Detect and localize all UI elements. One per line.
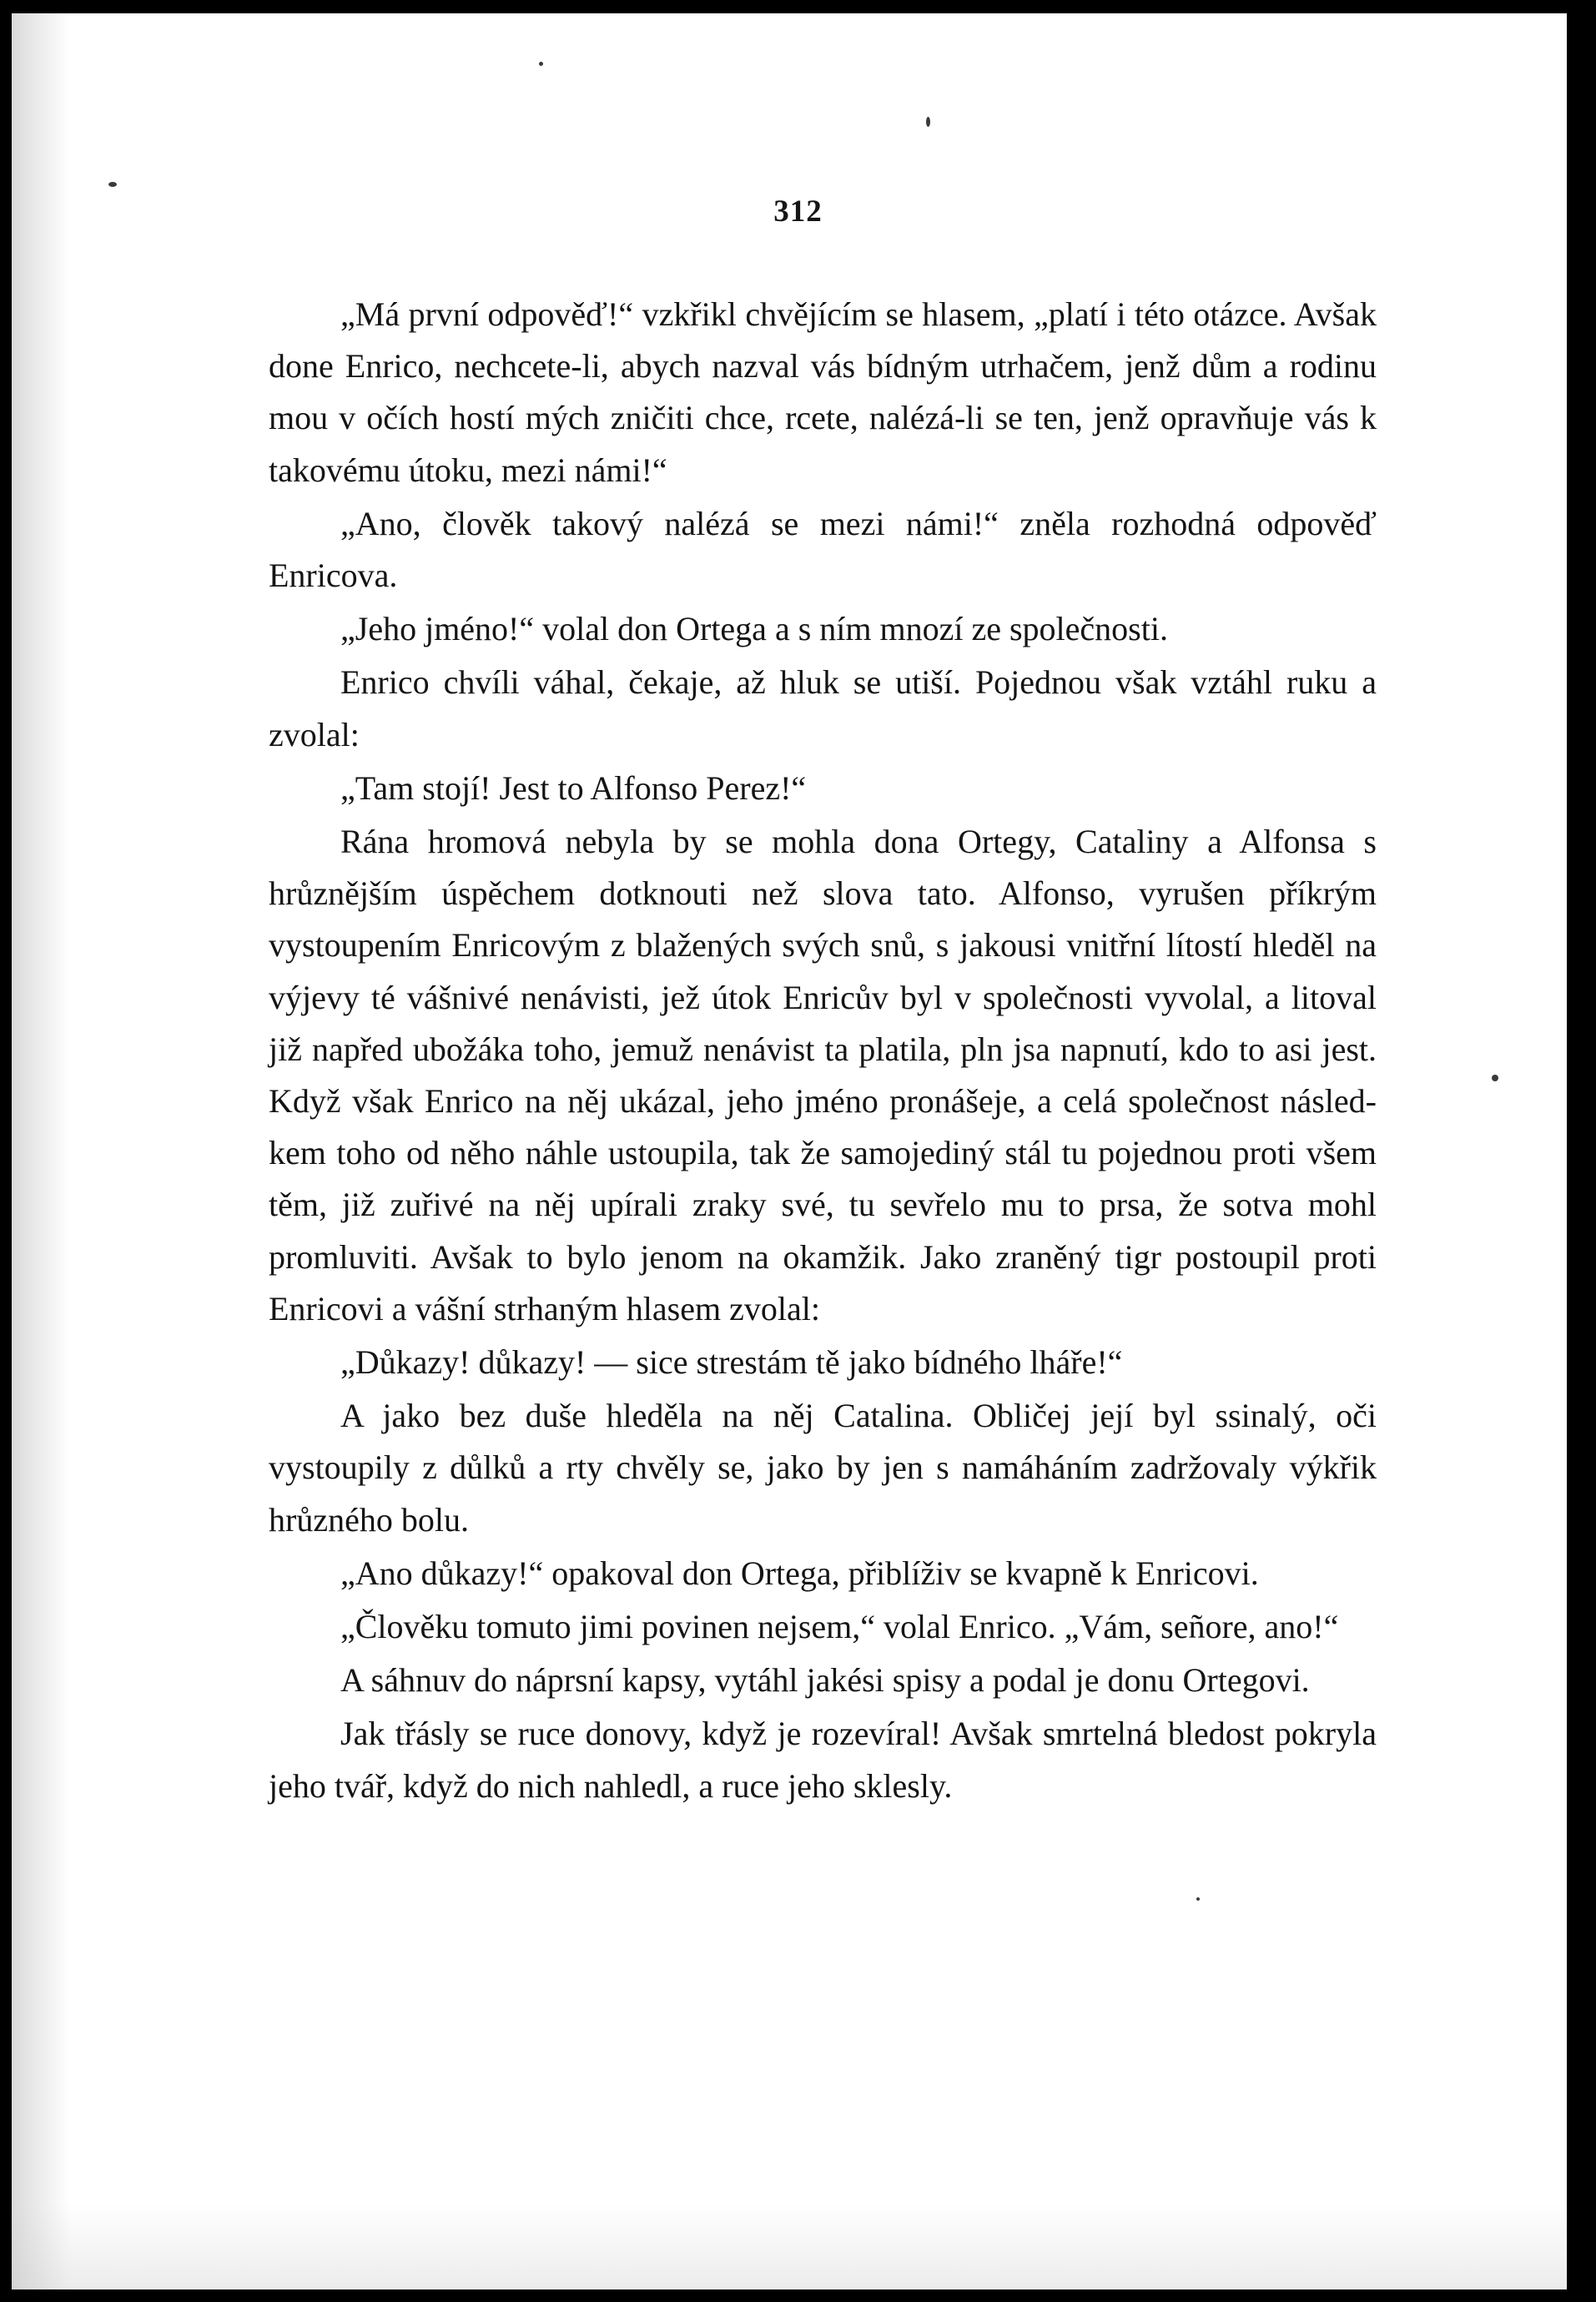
ink-speck	[1196, 1897, 1200, 1901]
ink-speck	[108, 182, 117, 187]
paragraph: „Jeho jméno!“ volal don Ortega a s ním mnozí ze společnosti.	[340, 610, 1168, 648]
paragraph: „Má první odpověď!“ vzkřikl chvějícím se hlasem, „platí i této otázce. Avšak done Enrico, nechcete-li, abych nazval vás bídným utrhačem, jenž dům a rodinu mou v očích hostí mých zničiti chce, rcete, nalézá-li se ten, jenž opravňuje vás k takovému útoku, mezi námi!“	[269, 295, 1377, 489]
paragraph: „Člověku tomuto jimi povinen nejsem,“ volal Enrico. „Vám, señore, ano!“	[340, 1608, 1339, 1646]
ink-speck	[539, 62, 543, 66]
paragraph: „Ano, člověk takový nalézá se mezi námi!“ zněla rozhodná odpověď Enricova.	[269, 504, 1377, 595]
paragraph: Rána hromová nebyla by se mohla dona Ortegy, Cataliny a Alfonsa s hrůznějším úspěchem dotknouti než slova tato. Alfonso, vyrušen příkrým vystoupením Enricovým z blažených svých snů, s jakousi vnitřní lítostí hleděl na výjevy té vášnivé nenávisti, jež útok Enricův byl v společnosti vyvolal, a litoval již napřed ubožáka toho, jemuž nenávist ta platila, pln jsa napnutí, kdo to asi jest. Když však Enrico na něj ukázal, jeho jméno pronášeje, a celá společnost následkem toho od něho náhle ustoupila, tak že samojediný stál tu pojednou proti všem těm, již zuřivé na něj upírali zraky své, tu sevřelo mu to prsa, že sotva mohl promluviti. Avšak to bylo jenom na okamžik. Jako zraněný tigr postoupil proti Enricovi a vášní strhaným hlasem zvolal:	[269, 823, 1377, 1327]
gutter-shadow	[12, 13, 70, 2289]
paragraph: Enrico chvíli váhal, čekaje, až hluk se utiší. Pojednou však vztáhl ruku a zvolal:	[269, 663, 1377, 753]
paragraph: A jako bez duše hleděla na něj Catalina. Obličej její byl ssinalý, oči vystoupily z důlků a rty chvěly se, jako by jen s namáháním zadržovaly výkřik hrůzného bolu.	[269, 1397, 1377, 1539]
bottom-shadow	[12, 2203, 1567, 2289]
body-text	[269, 289, 1377, 1812]
ink-speck	[926, 117, 930, 127]
paragraph: „Ano důkazy!“ opakoval don Ortega, přiblíživ se kvapně k Enricovi.	[340, 1554, 1259, 1592]
ink-speck	[1492, 1075, 1498, 1081]
paragraph: A sáhnuv do náprsní kapsy, vytáhl jakési spisy a podal je donu Ortegovi.	[340, 1661, 1310, 1700]
paragraph: „Důkazy! důkazy! — sice strestám tě jako bídného lháře!“	[340, 1343, 1123, 1382]
paragraph: Jak třásly se ruce donovy, když je rozevíral! Avšak smrtelná bledost pokryla jeho tvář, když do nich nahledl, a ruce jeho sklesly.	[269, 1715, 1377, 1805]
page-number: 312	[773, 194, 823, 229]
paragraph: „Tam stojí! Jest to Alfonso Perez!“	[340, 768, 807, 807]
